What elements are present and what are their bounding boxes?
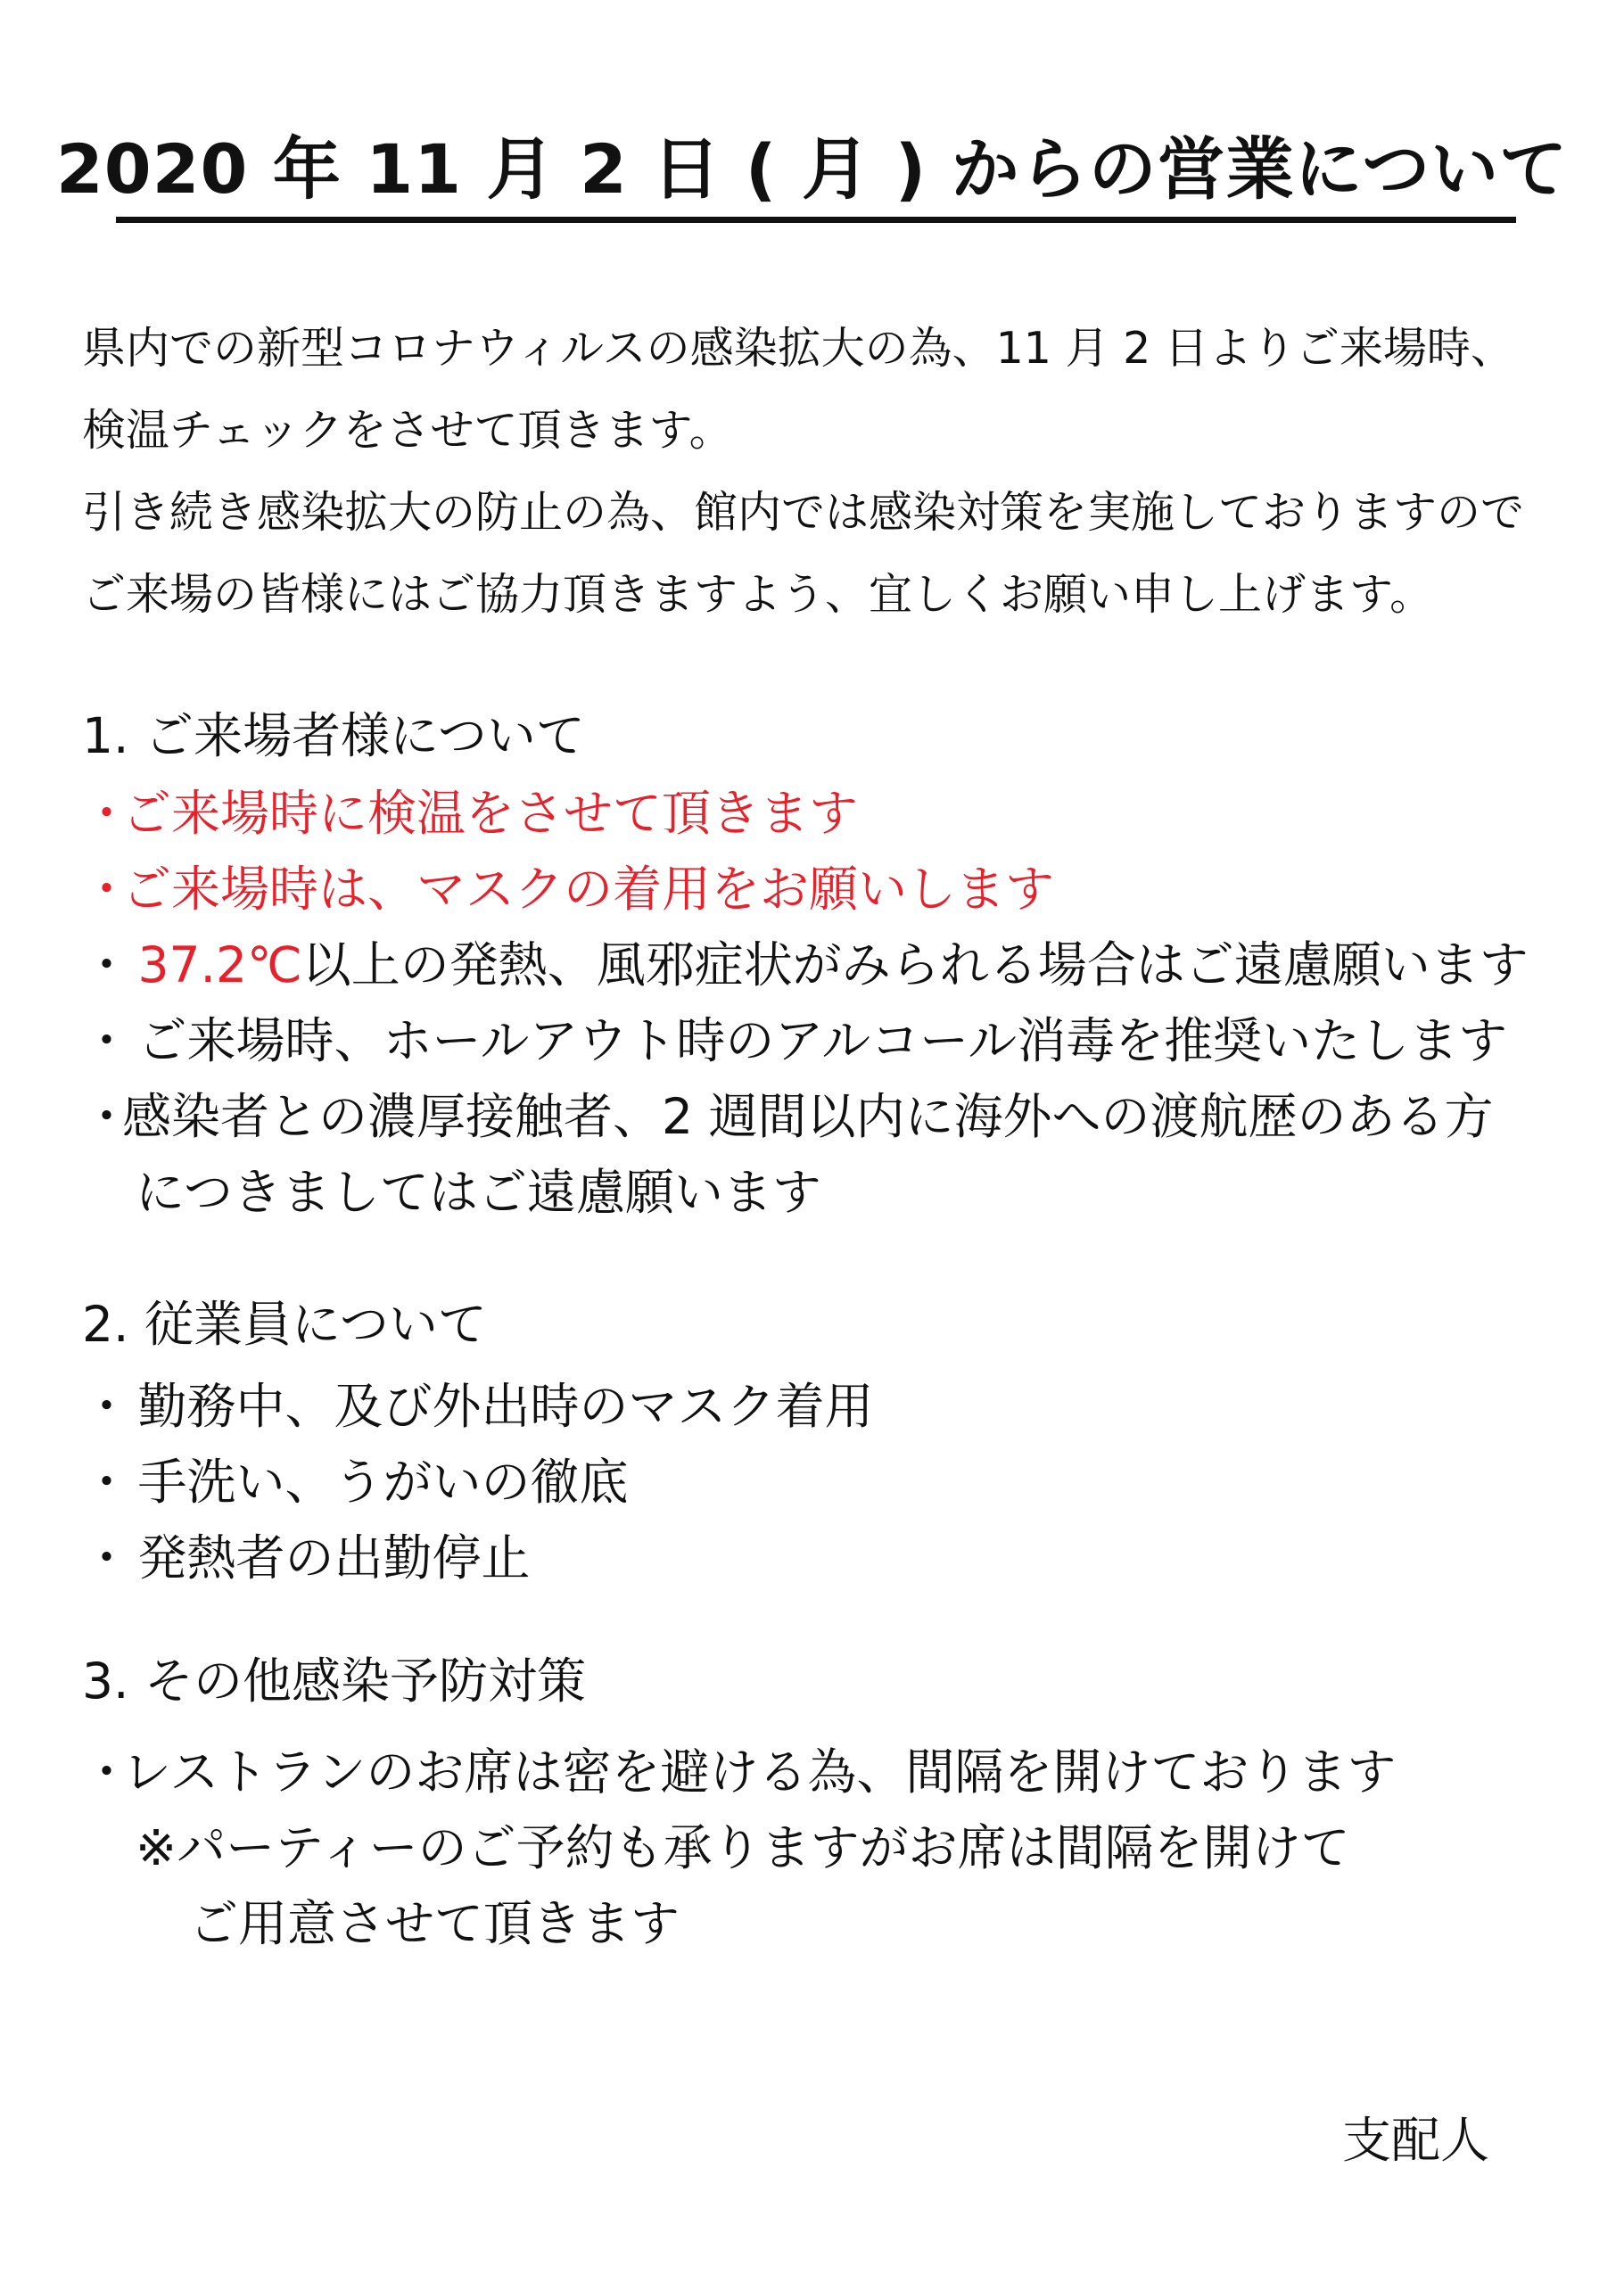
- list-item-text: 勤務中、及び外出時のマスク着用: [137, 1378, 874, 1435]
- intro-paragraph: [82, 308, 1524, 636]
- section-3-heading: 3. その他感染予防対策: [82, 1652, 586, 1710]
- list-item-text: ご来場時は、マスクの着用をお願いします: [122, 861, 1055, 918]
- page-title: 2020 年 11 月 2 日 ( 月 ) からの営業について: [55, 129, 1569, 209]
- bullet-mark: ・: [82, 1743, 132, 1801]
- bullet-mark: ・: [82, 1012, 132, 1069]
- list-item: [82, 1079, 1529, 1155]
- bullet-mark: ・: [82, 1529, 132, 1587]
- list-item: [82, 1369, 874, 1445]
- list-item-text: 以上の発熱、風邪症状がみられる場合はご遠慮願います: [301, 936, 1529, 993]
- intro-line: 県内での新型コロナウィルスの感染拡大の為、11 月 2 日よりご来場時、: [82, 323, 1514, 374]
- list-item-note: ※パーティーのご予約も承りますがお席は間隔を開けて: [136, 1819, 1350, 1876]
- section-2-heading: 2. 従業員について: [82, 1296, 487, 1353]
- list-item-text: 感染者との濃厚接触者、2 週間以内に海外への渡航歴のある方: [122, 1088, 1494, 1145]
- section-3-list: [82, 1735, 1396, 1962]
- bullet-mark: ・: [82, 1454, 132, 1511]
- bullet-mark: ・: [82, 1378, 132, 1435]
- list-item: [82, 1521, 874, 1596]
- intro-line: 引き続き感染拡大の防止の為、館内では感染対策を実施しておりますので: [82, 487, 1525, 538]
- list-item-text: 発熱者の出勤停止: [137, 1529, 531, 1587]
- bullet-mark: ・: [82, 936, 132, 993]
- list-item: [82, 1445, 874, 1521]
- list-item-text: レストランのお席は密を避ける為、間隔を開けております: [122, 1743, 1397, 1801]
- list-item: [82, 1735, 1396, 1810]
- list-item-continuation: につきましてはご遠慮願います: [136, 1164, 821, 1221]
- temperature-threshold: 37.2℃: [137, 936, 302, 993]
- list-item-text: ご来場時に検温をさせて頂きます: [122, 785, 859, 842]
- section-1-heading: 1. ご来場者様について: [82, 707, 585, 764]
- list-item-note-continuation: ご用意させて頂きます: [189, 1895, 680, 1952]
- list-item: [82, 852, 1529, 927]
- list-item: [82, 927, 1529, 1003]
- section-2-list: [82, 1369, 874, 1596]
- list-item-text: ご来場時、ホールアウト時のアルコール消毒を推奨いたします: [137, 1012, 1508, 1069]
- bullet-mark: ・: [82, 785, 132, 842]
- list-item: [82, 776, 1529, 852]
- bullet-mark: ・: [82, 861, 132, 918]
- intro-line: 検温チェックをさせて頂きます。: [82, 405, 733, 456]
- bullet-mark: ・: [82, 1088, 132, 1145]
- section-1-list: [82, 776, 1529, 1231]
- list-item-text: 手洗い、うがいの徹底: [137, 1454, 629, 1511]
- list-item: [82, 1003, 1529, 1079]
- title-underline: [116, 217, 1516, 223]
- intro-line: ご来場の皆様にはご協力頂きますよう、宜しくお願い申し上げます。: [82, 569, 1434, 620]
- signature: 支配人: [1342, 2112, 1490, 2169]
